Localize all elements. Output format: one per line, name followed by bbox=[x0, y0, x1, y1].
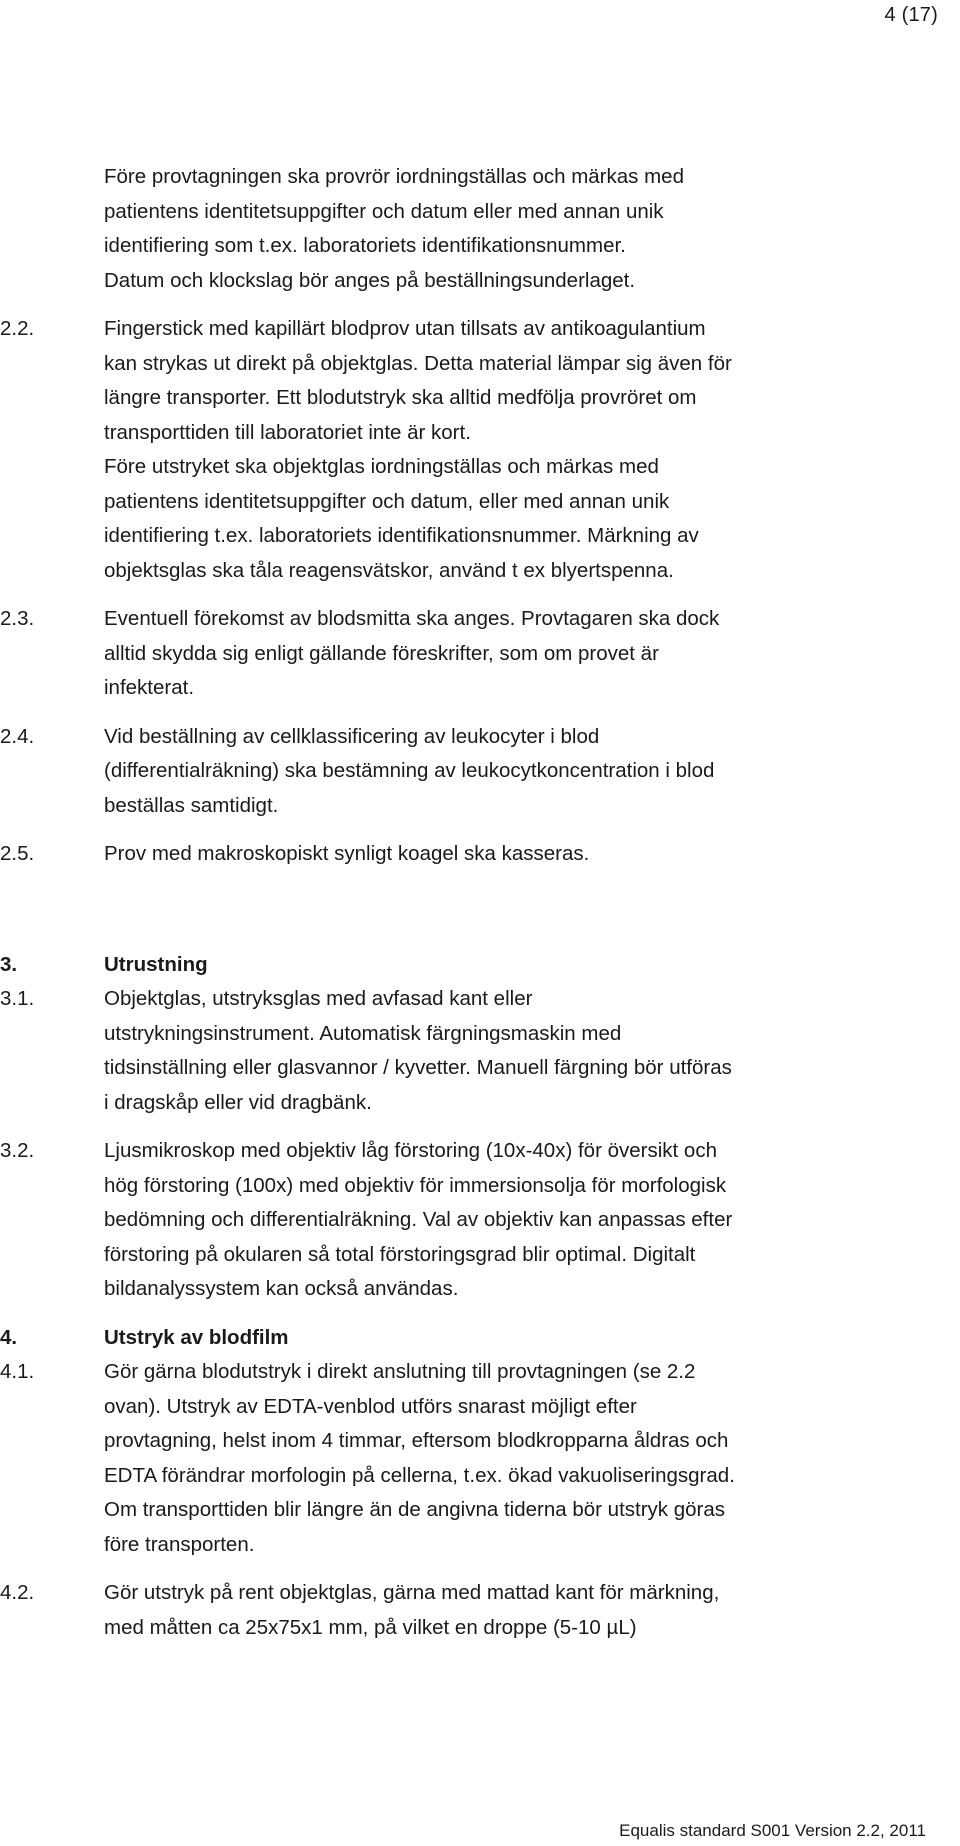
text-line: Före provtagningen ska provrör iordningställas och märkas med bbox=[104, 165, 684, 188]
heading-4 bbox=[0, 1321, 960, 1356]
intro-paragraph bbox=[0, 160, 960, 298]
text-line: Prov med makroskopiskt synligt koagel ska kasseras. bbox=[104, 842, 590, 865]
text-line: längre transporter. Ett blodutstryk ska alltid medfölja provröret om bbox=[104, 386, 697, 409]
text-line: med måtten ca 25x75x1 mm, på vilket en droppe (5-10 µL) bbox=[104, 1615, 637, 1639]
section-text bbox=[104, 1134, 924, 1307]
section-number: 2.3. bbox=[0, 607, 35, 630]
text-line: bildanalyssystem kan också användas. bbox=[104, 1277, 459, 1300]
section-number: 2.2. bbox=[0, 317, 35, 340]
section-2-5 bbox=[0, 837, 960, 872]
text-line: ovan). Utstryk av EDTA-venblod utförs snarast möjligt efter bbox=[104, 1394, 637, 1418]
text-line: utstrykningsinstrument. Automatisk färgningsmaskin med bbox=[104, 1021, 622, 1045]
footer-text: Equalis standard S001 Version 2.2, 2011 bbox=[619, 1821, 926, 1840]
text-line: provtagning, helst inom 4 timmar, eftersom blodkropparna åldras och bbox=[104, 1429, 729, 1452]
text-line: Före utstryket ska objektglas iordningställas och märkas med bbox=[104, 455, 659, 478]
text-line: i dragskåp eller vid dragbänk. bbox=[104, 1090, 372, 1114]
section-text bbox=[104, 982, 924, 1120]
text-line: infekterat. bbox=[104, 676, 195, 699]
page-number: 4 (17) bbox=[884, 4, 938, 26]
intro-text bbox=[104, 160, 924, 298]
text-line: hög förstoring (100x) med objektiv för immersionsolja för morfologisk bbox=[104, 1173, 727, 1197]
section-text bbox=[104, 837, 924, 872]
text-line: alltid skydda sig enligt gällande föreskrifter, som om provet är bbox=[104, 641, 659, 665]
text-line: Fingerstick med kapillärt blodprov utan tillsats av antikoagulantium bbox=[104, 317, 706, 340]
heading-title: Utrustning bbox=[104, 952, 208, 976]
section-2-3 bbox=[0, 602, 960, 706]
section-4-2 bbox=[0, 1576, 960, 1645]
text-line: Objektglas, utstryksglas med avfasad kant eller bbox=[104, 987, 533, 1010]
text-line: (differentialräkning) ska bestämning av leukocytkoncentration i blod bbox=[104, 759, 715, 782]
text-line: Gör utstryk på rent objektglas, gärna med mattad kant för märkning, bbox=[104, 1581, 720, 1604]
section-2-4 bbox=[0, 720, 960, 824]
section-3-1 bbox=[0, 982, 960, 1120]
section-text bbox=[104, 720, 924, 824]
text-line: förstoring på okularen så total förstoringsgrad blir optimal. Digitalt bbox=[104, 1242, 696, 1266]
text-line: patientens identitetsuppgifter och datum eller med annan unik bbox=[104, 199, 664, 223]
section-text bbox=[104, 1576, 924, 1645]
text-line: Vid beställning av cellklassificering av leukocyter i blod bbox=[104, 724, 600, 748]
text-line: Gör gärna blodutstryk i direkt anslutning till provtagningen (se 2.2 bbox=[104, 1360, 696, 1383]
section-number: 2.4. bbox=[0, 724, 35, 748]
heading-number: 4. bbox=[0, 1325, 18, 1349]
text-line: tidsinställning eller glasvannor / kyvetter. Manuell färgning bör utföras bbox=[104, 1056, 732, 1079]
section-2-2 bbox=[0, 312, 960, 588]
section-number: 4.1. bbox=[0, 1360, 35, 1383]
text-line: patientens identitetsuppgifter och datum, eller med annan unik bbox=[104, 489, 670, 513]
text-line: Om transporttiden blir längre än de angivna tiderna bör utstryk göras bbox=[104, 1498, 726, 1521]
text-line: Datum och klockslag bör anges på beställningsunderlaget. bbox=[104, 268, 636, 292]
text-line: identifiering som t.ex. laboratoriets identifikationsnummer. bbox=[104, 234, 626, 257]
text-line: bedömning och differentialräkning. Val av objektiv kan anpassas efter bbox=[104, 1208, 733, 1231]
heading-number: 3. bbox=[0, 952, 18, 976]
section-3-2 bbox=[0, 1134, 960, 1307]
text-line: transporttiden till laboratoriet inte är kort. bbox=[104, 420, 471, 444]
text-line: EDTA förändrar morfologin på cellerna, t.ex. ökad vakuoliseringsgrad. bbox=[104, 1463, 735, 1487]
section-number: 2.5. bbox=[0, 842, 35, 865]
text-line: Ljusmikroskop med objektiv låg förstoring (10x-40x) för översikt och bbox=[104, 1139, 717, 1162]
text-line: Eventuell förekomst av blodsmitta ska anges. Provtagaren ska dock bbox=[104, 607, 720, 630]
section-number: 3.1. bbox=[0, 987, 35, 1010]
section-4-1 bbox=[0, 1355, 960, 1562]
text-line: objektsglas ska tåla reagensvätskor, använd t ex blyertspenna. bbox=[104, 558, 674, 582]
heading-3 bbox=[0, 948, 960, 983]
text-line: identifiering t.ex. laboratoriets identifikationsnummer. Märkning av bbox=[104, 524, 699, 547]
text-line: beställas samtidigt. bbox=[104, 793, 279, 817]
section-text bbox=[104, 312, 924, 588]
heading-title: Utstryk av blodfilm bbox=[104, 1325, 289, 1349]
text-line: före transporten. bbox=[104, 1532, 255, 1556]
text-line: kan strykas ut direkt på objektglas. Detta material lämpar sig även för bbox=[104, 351, 732, 375]
section-text bbox=[104, 1355, 924, 1562]
section-number: 3.2. bbox=[0, 1139, 35, 1162]
document-body bbox=[0, 160, 960, 1645]
section-text bbox=[104, 602, 924, 706]
section-number: 4.2. bbox=[0, 1581, 35, 1604]
